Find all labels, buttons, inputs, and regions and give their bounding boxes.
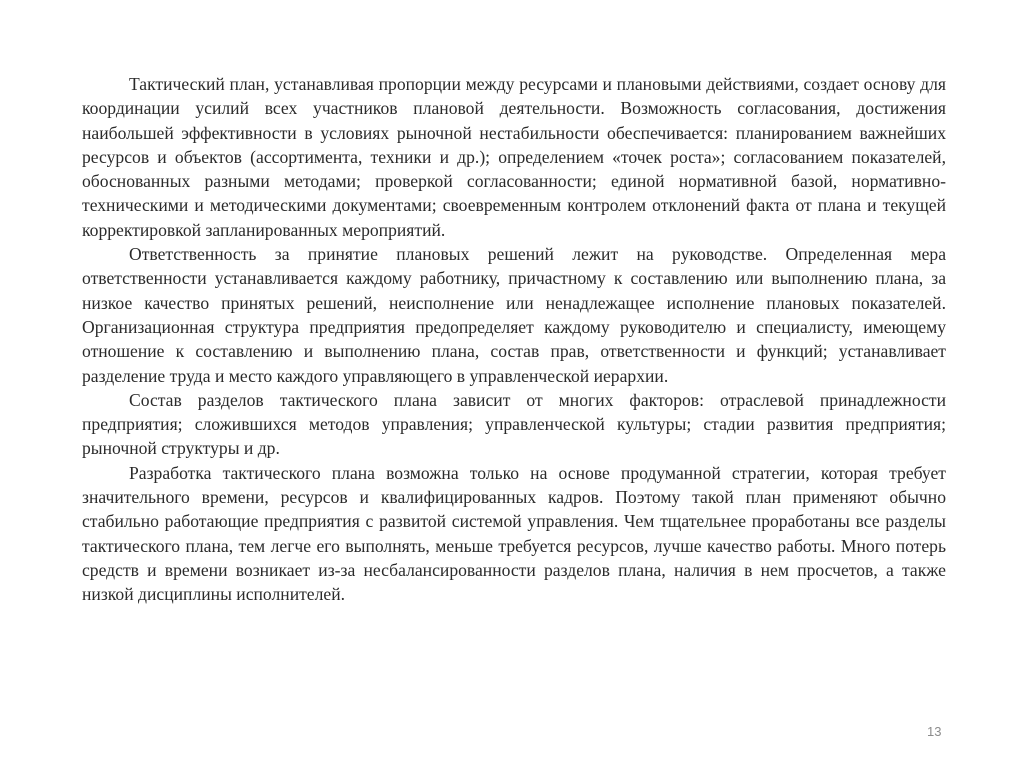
paragraph-4: Разработка тактического плана возможна только на основе продуманной стратегии, которая требует значительного времени, ресурсов и квалифицированных кадров. Поэтому такой план применяют обычно стабильно работающие предприятия с развитой системой управления. Чем тщательнее проработаны все разделы тактического плана, тем легче его выполнять, меньше требуется ресурсов, лучше качество работы. Много потерь средств и времени возникает из-за несбалансированности разделов плана, наличия в нем просчетов, а также низкой дисциплины исполнителей. (82, 462, 946, 605)
paragraph-1: Тактический план, устанавливая пропорции между ресурсами и плановыми действиями, создает основу для координации усилий всех участников плановой деятельности. Возможность согласования, достижения наибольшей эффективности в условиях рыночной нестабильности обеспечивается: планированием важнейших ресурсов и объектов (ассортимента, техники и др.); определением «точек роста»; согласованием показателей, обоснованных разными методами; проверкой согласованности; единой нормативной базой, нормативно-техническими и методическими документами; своевременным контролем отклонений факта от плана и текущей корректировкой запланированных мероприятий. (82, 74, 946, 240)
page-number: 13 (927, 724, 942, 739)
paragraph-2: Ответственность за принятие плановых решений лежит на руководстве. Определенная мера ответственности устанавливается каждому работнику, причастному к составлению или выполнению плана, за низкое качество принятых решений, неисполнение или ненадлежащее исполнение плановых показателей. Организационная структура предприятия предопределяет каждому руководителю и специалисту, имеющему отношение к составлению и выполнению плана, состав прав, ответственности и функций; устанавливает разделение труда и место каждого управляющего в управленческой иерархии. (82, 244, 946, 386)
body-text (82, 72, 946, 607)
paragraph-3: Состав разделов тактического плана зависит от многих факторов: отраслевой принадлежности предприятия; сложившихся методов управления; управленческой культуры; стадии развития предприятия; рыночной структуры и др. (82, 389, 946, 459)
